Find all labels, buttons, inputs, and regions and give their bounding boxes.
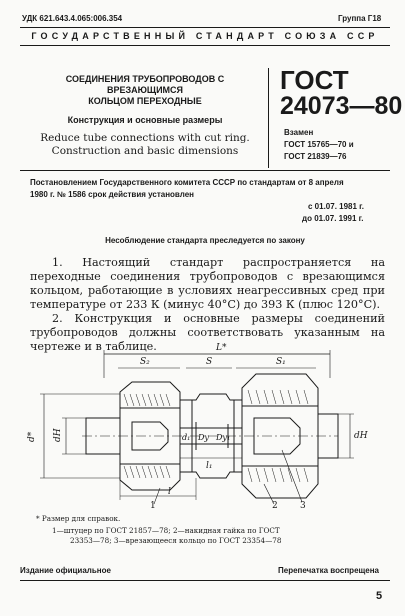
part-number-2: 2 [272, 501, 278, 510]
label-d-star: d* [27, 431, 37, 442]
footnote-reference-size: * Размер для справок. [36, 514, 121, 523]
replaces-standard-1: ГОСТ 15765—70 и [284, 140, 354, 149]
effective-date-to: до 01.07. 1991 г. [302, 214, 364, 223]
paragraph-scope: 1. Настоящий стандарт распространяется на переходные соединения трубопроводов с врезающимся кольцом, работающие в условиях неагрессивных сред при температуре от 233 К (минус 40°С) до 393 К (плюс 120°С). [30, 256, 385, 311]
label-s1: S₁ [276, 357, 286, 367]
decree-rule [20, 170, 390, 171]
footnote-parts-line1: 1—штуцер по ГОСТ 21857—78; 2—накидная гайка по ГОСТ [52, 526, 280, 535]
page-number: 5 [376, 590, 383, 602]
title-separator [268, 68, 269, 168]
decree-line1: Постановлением Государственного комитета СССР по стандартам от 8 апреля [30, 178, 344, 187]
gost-label: ГОСТ [280, 65, 349, 95]
header-rule-top [20, 27, 390, 28]
gost-number: 24073—80 [280, 92, 403, 120]
legal-warning: Несоблюдение стандарта преследуется по закону [105, 236, 305, 245]
footer-reprint-prohibited: Перепечатка воспрещена [278, 566, 379, 575]
part-number-3: 3 [300, 501, 306, 510]
footnote-parts-line2: 23353—78; 3—врезающееся кольцо по ГОСТ 23354—78 [70, 536, 282, 545]
title-en-line2: Construction and basic dimensions [51, 145, 239, 157]
label-l1: l₁ [206, 461, 213, 471]
title-ru-line2: КОЛЬЦОМ ПЕРЕХОДНЫЕ [88, 96, 202, 106]
effective-date-from: с 01.07. 1981 г. [308, 202, 364, 211]
footer-rule [20, 580, 390, 581]
label-dh-right: dН [354, 431, 368, 441]
standard-banner: ГОСУДАРСТВЕННЫЙ СТАНДАРТ СОЮЗА ССР [31, 31, 379, 41]
part-number-1: 1 [150, 501, 156, 510]
label-s2: S₂ [140, 357, 150, 367]
document-title [30, 74, 260, 158]
label-overall-length: L* [216, 343, 227, 353]
label-dh-left: dН [53, 428, 63, 442]
udk-code: УДК 621.643.4.065:006.354 [22, 14, 123, 23]
replaces-label: Взамен [284, 128, 314, 137]
label-dy: Dу [198, 433, 210, 442]
replaces-standard-2: ГОСТ 21839—76 [284, 152, 347, 161]
footer-official-edition: Издание официальное [20, 566, 111, 575]
label-dy1: Dу₁ [216, 433, 231, 442]
header-rule-bottom [20, 45, 390, 46]
connection-drawing [20, 338, 390, 510]
title-en-line1: Reduce tube connections with cut ring. [40, 132, 250, 144]
group-code: Группа Г18 [338, 14, 382, 23]
title-ru-line1: СОЕДИНЕНИЯ ТРУБОПРОВОДОВ С ВРЕЗАЮЩИМСЯ [65, 74, 225, 95]
label-s: S [206, 357, 213, 367]
label-l: l [168, 487, 171, 497]
label-d1: d₁ [182, 433, 191, 442]
title-ru-subtitle: Конструкция и основные размеры [67, 115, 223, 125]
decree-line2: 1980 г. № 1586 срок действия установлен [30, 190, 194, 199]
paragraph-construction: 2. Конструкция и основные размеры соединений трубопроводов должны соответствовать указанным на чертеже и в таблице. [30, 312, 385, 353]
